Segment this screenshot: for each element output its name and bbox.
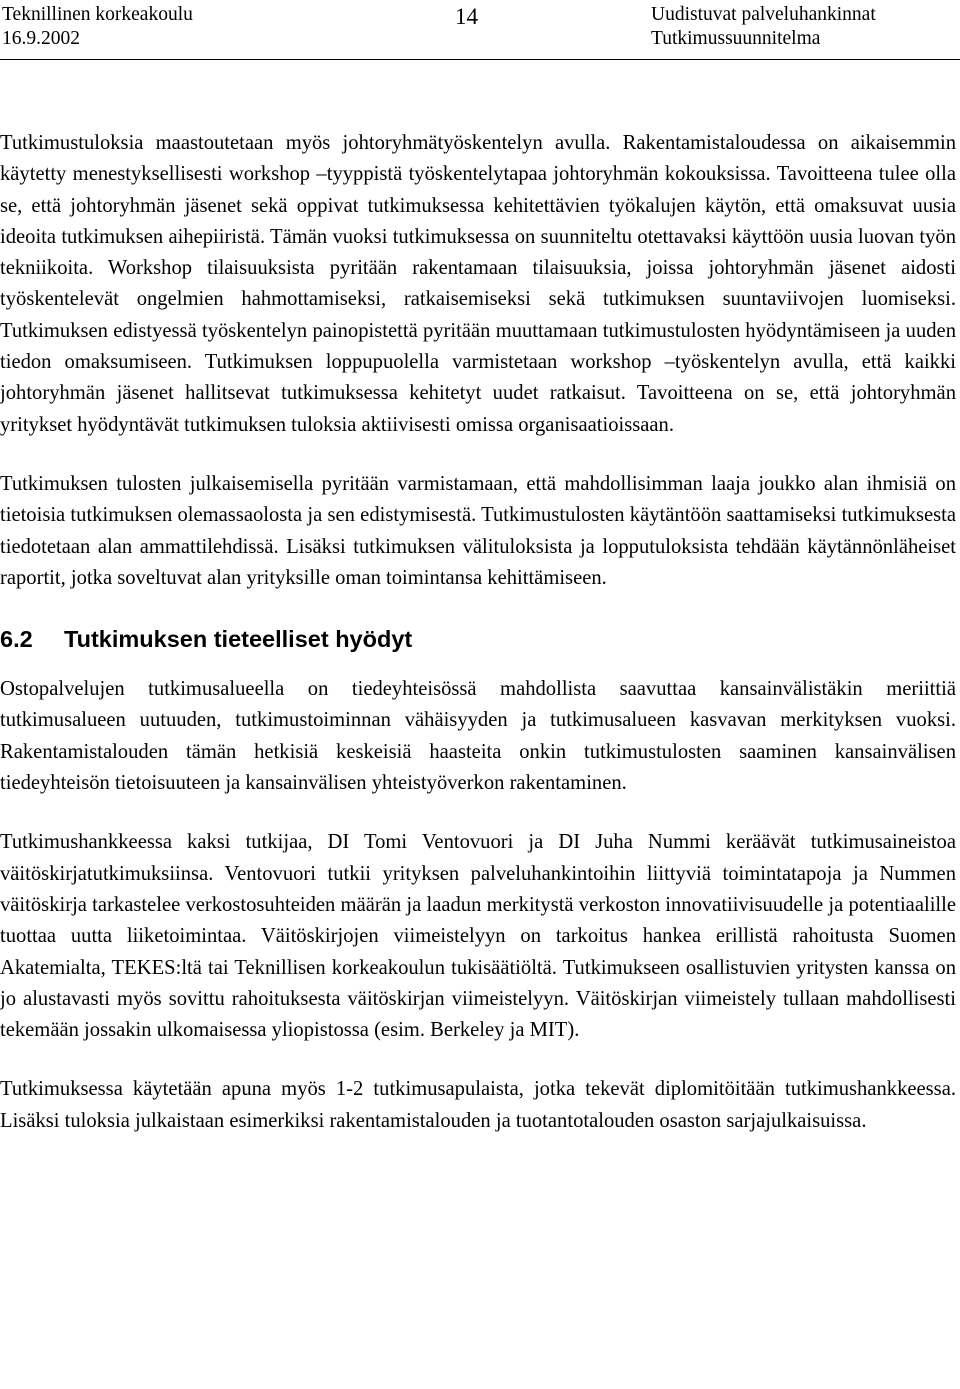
page-header: [0, 0, 960, 60]
page-number: 14: [455, 4, 478, 29]
page-body: [0, 128, 956, 1137]
paragraph-workshop: Tutkimustuloksia maastoutetaan myös johtoryhmätyöskentelyn avulla. Rakentamistaloudessa on aikaisemmin käytetty menestyksellisesti workshop –tyyppistä työskentelytapaa johtoryhmän kokouksissa. Tavoitteena tulee olla se, että johtoryhmän jäsenet sekä oppivat tutkimuksessa kehitettävien työkalujen käytön, että omaksuvat uusia ideoita tutkimuksen aihepiiristä. Tämän vuoksi tutkimuksessa on suunniteltu otettavaksi käyttöön uusia luovan työn tekniikoita. Workshop tilaisuuksista pyritään rakentamaan tilaisuuksia, joissa johtoryhmän jäsenet aidosti työskentelevät ongelmien hahmottamiseksi, ratkaisemiseksi sekä tutkimuksen suuntaviivojen luomiseksi. Tutkimuksen edistyessä työskentelyn painopistettä pyritään muuttamaan tutkimustulosten hyödyntämiseen ja uuden tiedon omaksumiseen. Tutkimuksen loppupuolella varmistetaan workshop –työskentelyn avulla, että kaikki johtoryhmän jäsenet hallitsevat tutkimuksessa kehitetyt uudet ratkaisut. Tavoitteena on se, että johtoryhmän yritykset hyödyntävät tutkimuksen tuloksia aktiivisesti omissa organisaatioissaan.: [0, 132, 956, 436]
header-divider: [0, 59, 960, 60]
paragraph-publication: Tutkimuksen tulosten julkaisemisella pyritään varmistamaan, että mahdollisimman laaja joukko alan ihmisiä on tietoisia tutkimuksen olemassaolosta ja sen edistymisestä. Tutkimustulosten käytäntöön saattamiseksi tutkimuksesta tiedotetaan alan ammattilehdissä. Lisäksi tutkimuksen välituloksista ja lopputuloksista tehdään käytännönläheiset raportit, jotka soveltuvat alan yrityksille oman toimintansa kehittämiseen.: [0, 472, 956, 589]
section-number: 6.2: [0, 626, 33, 653]
section-title: Tutkimuksen tieteelliset hyödyt: [64, 626, 413, 653]
header-doc-type: Tutkimussuunnitelma: [651, 28, 821, 49]
section-heading: [0, 624, 956, 654]
header-date: 16.9.2002: [2, 28, 80, 49]
paragraph-assistants: Tutkimuksessa käytetään apuna myös 1-2 tutkimusapulaista, jotka tekevät diplomitöitään tutkimushankkeessa. Lisäksi tuloksia julkaistaan esimerkiksi rakentamistalouden ja tuotantotalouden osaston sarjajulkaisuissa.: [0, 1078, 956, 1132]
header-institution: Teknillinen korkeakoulu: [2, 4, 193, 25]
header-project: Uudistuvat palveluhankinnat: [651, 4, 876, 25]
header-right: [651, 3, 876, 51]
header-left: [2, 3, 193, 51]
paragraph-researchers: Tutkimushankkeessa kaksi tutkijaa, DI Tomi Ventovuori ja DI Juha Nummi keräävät tutkimusaineistoa väitöskirjatutkimuksiinsa. Ventovuori tutkii yrityksen palveluhankintoihin liittyviä toimintatapoja ja Nummen väitöskirja tarkastelee verkostosuhteiden määrän ja laadun merkitystä verkoston innovatiivisuudelle ja potentiaalille tuottaa uutta liiketoimintaa. Väitöskirjojen viimeistelyyn on tarkoitus hankea erillistä rahoitusta Suomen Akatemialta, TEKES:ltä tai Teknillisen korkeakoulun tukisäätiöltä. Tutkimukseen osallistuvien yritysten kanssa on jo alustavasti myös sovittu rahoituksesta väitöskirjan viimeistelyyn. Väitöskirjan viimeistely tullaan mahdollisesti tekemään jossakin ulkomaisessa yliopistossa (esim. Berkeley ja MIT).: [0, 831, 956, 1042]
paragraph-scientific-merit: Ostopalvelujen tutkimusalueella on tiedeyhteisössä mahdollista saavuttaa kansainvälistäkin meriittiä tutkimusalueen uutuuden, tutkimustoiminnan vähäisyyden ja tutkimusalueen kasvavan merkityksen vuoksi. Rakentamistalouden tämän hetkisiä keskeisiä haasteita onkin tutkimustulosten saaminen kansainvälisen tiedeyhteisön tietoisuuteen ja kansainvälisen yhteistyöverkon rakentaminen.: [0, 678, 956, 795]
